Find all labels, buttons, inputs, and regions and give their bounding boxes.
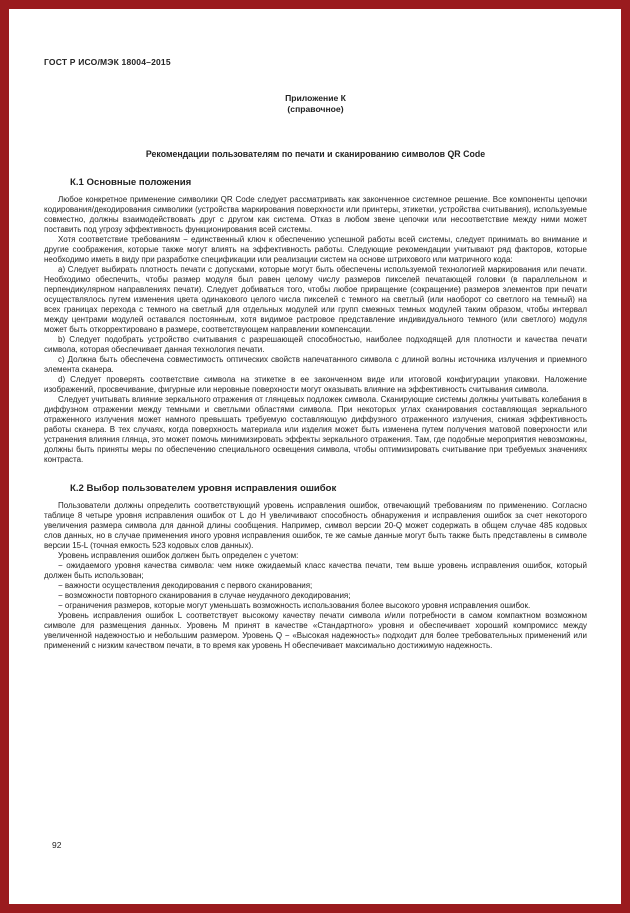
paragraph: Уровень исправления ошибок должен быть определен с учетом: xyxy=(58,551,299,560)
page-number: 92 xyxy=(52,840,62,850)
annex-type: (справочное) xyxy=(287,104,344,114)
paragraph: Пользователи должны определить соответствующий уровень исправления ошибок, отвечающий требованиям по применению. Согласно таблице 8 четыре уровня исправления ошибок от L до H увеличивают способность обнаружения и исправления ошибок за счет некоторого увеличения размера символа для данной длины сообщения. Например, символ версии 20-Q может содержать в общем случае 485 кодовых слов данных, но в случае применения иного уровня исправления ошибок, те же самые данные могут быть также быть представлены в символе версии 15-L (точная емкость 523 кодовых слов данных). xyxy=(44,501,587,550)
dash-list-item: − возможности повторного сканирования в случае неудачного декодирования; xyxy=(58,591,351,600)
section-k1-heading: К.1 Основные положения xyxy=(70,177,192,188)
list-item-d: d) Следует проверять соответствие символа на этикетке в ее законченном виде или итоговой конфигурации упаковки. Наложение изображений, просвечивание, фигурные или неровные поверхности могут оказывать влияние на эффективность считывания символа. xyxy=(44,375,587,394)
list-item-c: c) Должна быть обеспечена совместимость оптических свойств напечатанного символа с длиной волны источника излучения и приемного элемента сканера. xyxy=(44,355,587,374)
list-item-a: a) Следует выбирать плотность печати с допусками, которые могут быть обеспечены используемой технологией маркирования или печати. Необходимо обеспечить, чтобы размер модуля был равен целому числу размеров пикселей печатающей головки (в параллельном и перпендикулярном направлениях печати). Следует добиваться того, чтобы любое приращение (сокращение) размеров элементов при печати осуществлялось путем изменения цвета одинакового целого числа пикселей с темного на светлый (или наоборот со светлого на темный) на всех границах перехода с темного на светлый для отдельных модулей или групп смежных темных модулей таким образом, чтобы интервал между центрами модулей оставался постоянным, хотя видимое растровое представление индивидуального темного (или светлого) модуля может быть откорректировано в размере, соответствующем направлении компенсации. xyxy=(44,265,587,334)
paragraph: Следует учитывать влияние зеркального отражения от глянцевых подложек символа. Сканирующие системы должны учитывать колебания в диффузном отражении между темными и светлыми областями символа. При некоторых углах сканирования составляющая зеркального отраженного излучения может намного превышать требуемую составляющую диффузного отраженного излучения, снижая эффективность работы сканера. В тех случаях, когда поверхность материала или изделия может быть изменена путем получения матовой поверхности или устранения влияния глянца, это может помочь минимизировать эффекты зеркального отражения. Там, где подобные мероприятия невозможны, должны быть приняты меры по обеспечению специального освещения символа, чтобы оптимизировать считывание при требуемых значениях контраста. xyxy=(44,395,587,464)
doc-number: ГОСТ Р ИСО/МЭК 18004–2015 xyxy=(44,57,171,67)
dash-list-item: − ограничения размеров, которые могут уменьшать возможность использования более высокого уровня исправления ошибок. xyxy=(58,601,531,610)
paragraph: Любое конкретное применение символики QR Code следует рассматривать как законченное системное решение. Все компоненты цепочки кодирования/декодирования символики (устройства маркирования поверхности или принтеры, этикетки, устройства считывания), используемые совместно, должны взаимодействовать друг с другом как система. Отказ в любом звене цепочки или несоответствие между ними может поставить под угрозу эффективность функционирования всей системы. xyxy=(44,195,587,234)
annex-block xyxy=(44,93,587,115)
paragraph: Хотя соответствие требованиям − единственный ключ к обеспечению успешной работы всей системы, следует принимать во внимание и другие соображения, которые также могут влиять на эффективность работы. Следующие рекомендации учитывают ряд факторов, которые необходимо иметь в виду при разработке спецификации или реализации систем на основе штрихового или матричного кода: xyxy=(44,235,587,264)
paragraph: Уровень исправления ошибок L соответствует высокому качеству печати символа и/или потребности в самом компактном возможном символе для размещения данных. Уровень M принят в качестве «Стандартного» уровня и обеспечивает хороший компромисс между увеличенной надежностью и небольшим размером. Уровень Q − «Высокая надежность» подходит для более требовательных применений или применений с низким качеством печати, в то время как уровень H обеспечивает максимально достижимую надежность. xyxy=(44,611,587,650)
list-item-b: b) Следует подобрать устройство считывания с разрешающей способностью, наиболее подходящей для плотности и качества печати символа, которая обеспечивает данная технология печати. xyxy=(44,335,587,354)
dash-list-item: − ожидаемого уровня качества символа: чем ниже ожидаемый класс качества печати, тем выше уровень исправления ошибок, который должен быть использован; xyxy=(44,561,587,580)
page-content xyxy=(9,9,621,651)
dash-list-item: − важности осуществления декодирования с первого сканирования; xyxy=(58,581,313,590)
section-k2-heading: К.2 Выбор пользователем уровня исправления ошибок xyxy=(70,483,337,494)
page-title: Рекомендации пользователям по печати и сканированию символов QR Code xyxy=(145,149,486,159)
annex-name: Приложение К xyxy=(285,93,346,103)
